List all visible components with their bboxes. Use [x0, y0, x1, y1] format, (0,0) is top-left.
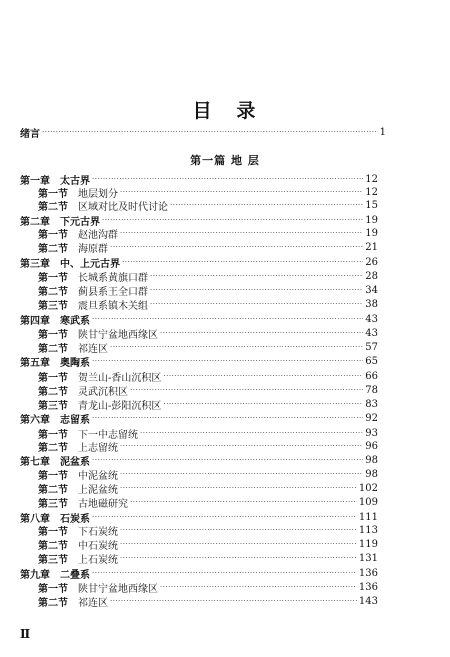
page-number: Ⅱ	[20, 627, 31, 641]
toc-section[interactable]	[38, 537, 378, 551]
section-title: 陕甘宁盆地西缘区	[78, 583, 158, 595]
toc-chapter[interactable]	[20, 411, 378, 425]
chapter-page: 111	[358, 511, 378, 523]
toc-chapter[interactable]	[20, 510, 378, 524]
leader-dots	[92, 569, 357, 577]
section-label: 第一节	[38, 329, 68, 341]
leader-dots	[102, 216, 363, 224]
section-title: 灵武沉积区	[78, 386, 128, 398]
leader-dots	[150, 300, 363, 308]
section-page: 113	[358, 524, 378, 536]
leader-dots	[150, 286, 363, 294]
chapter-label: 第一章	[20, 175, 50, 187]
toc-section[interactable]	[38, 226, 378, 240]
leader-dots	[120, 554, 357, 562]
leader-dots	[110, 597, 357, 605]
section-label: 第三节	[38, 400, 68, 412]
chapter-title: 泥盆系	[60, 456, 90, 468]
chapter-label: 第八章	[20, 513, 50, 525]
section-page: 131	[358, 552, 378, 564]
leader-dots	[130, 386, 363, 394]
leader-dots	[140, 429, 363, 437]
chapter-page: 12	[365, 173, 378, 185]
section-label: 第一节	[38, 188, 68, 200]
section-label: 第一节	[38, 583, 68, 595]
title-char-left: 目	[192, 100, 214, 122]
section-label: 第一节	[38, 272, 68, 284]
leader-dots	[92, 357, 363, 365]
toc-section[interactable]	[38, 481, 378, 495]
toc-section[interactable]	[38, 467, 378, 481]
section-title: 下一中志留统	[78, 429, 138, 441]
leader-dots	[130, 498, 357, 506]
section-title: 祁连区	[78, 343, 108, 355]
leader-dots	[150, 272, 363, 280]
section-page: 38	[365, 298, 378, 310]
section-page: 15	[365, 199, 378, 211]
leader-dots	[92, 414, 363, 422]
toc-chapter[interactable]	[20, 255, 378, 269]
toc-preface[interactable]	[20, 125, 386, 139]
toc-section[interactable]	[38, 369, 378, 383]
section-page: 34	[365, 284, 378, 296]
toc-chapter[interactable]	[20, 453, 378, 467]
section-page: 83	[365, 398, 378, 410]
toc-chapter[interactable]	[20, 354, 378, 368]
section-page: 43	[365, 327, 378, 339]
section-page: 78	[365, 384, 378, 396]
section-title: 赵池沟群	[78, 229, 118, 241]
chapter-label: 第六章	[20, 414, 50, 426]
leader-dots	[110, 243, 363, 251]
leader-dots	[120, 540, 357, 548]
toc-section[interactable]	[38, 495, 378, 509]
leader-dots	[120, 484, 357, 492]
chapter-label: 第七章	[20, 456, 50, 468]
section-label: 第二节	[38, 286, 68, 298]
section-page: 28	[365, 270, 378, 282]
section-title: 震旦系镇木关组	[78, 300, 148, 312]
leader-dots	[92, 315, 363, 323]
section-label: 第一节	[38, 470, 68, 482]
leader-dots	[120, 442, 363, 450]
toc-section[interactable]	[38, 269, 378, 283]
section-label: 第一节	[38, 229, 68, 241]
chapter-label: 第二章	[20, 216, 50, 228]
chapter-title: 中、上元古界	[60, 258, 120, 270]
section-title: 长城系黄旗口群	[78, 272, 148, 284]
section-title: 上石炭统	[78, 554, 118, 566]
section-page: 119	[358, 538, 378, 550]
section-label: 第三节	[38, 554, 68, 566]
toc-chapter[interactable]	[20, 312, 378, 326]
section-title: 地层划分	[78, 188, 118, 200]
page-title	[0, 96, 450, 123]
section-title: 下石炭统	[78, 526, 118, 538]
chapter-page: 65	[365, 355, 378, 367]
section-title: 中泥盆统	[78, 470, 118, 482]
chapter-page: 92	[365, 412, 378, 424]
section-title: 贺兰山-香山沉积区	[78, 372, 162, 384]
section-label: 第二节	[38, 201, 68, 213]
leader-dots	[120, 470, 363, 478]
section-page: 19	[365, 227, 378, 239]
chapter-label: 第五章	[20, 357, 50, 369]
section-label: 第二节	[38, 442, 68, 454]
section-title: 青龙山-彭阳沉积区	[78, 400, 162, 412]
title-char-right: 录	[236, 100, 258, 122]
section-title: 古地磁研究	[78, 498, 128, 510]
chapter-page: 136	[358, 567, 378, 579]
section-title: 海原群	[78, 243, 108, 255]
toc-section[interactable]	[38, 297, 378, 311]
toc-section[interactable]	[38, 439, 378, 453]
chapter-title: 奥陶系	[60, 357, 90, 369]
section-title: 中石炭统	[78, 540, 118, 552]
section-page: 12	[365, 186, 378, 198]
section-page: 98	[365, 468, 378, 480]
section-page: 57	[365, 341, 378, 353]
leader-dots	[110, 343, 363, 351]
section-label: 第二节	[38, 484, 68, 496]
section-label: 第三节	[38, 498, 68, 510]
toc-section[interactable]	[38, 340, 378, 354]
section-title: 区域对比及时代讨论	[78, 201, 168, 213]
chapter-title: 太古界	[60, 175, 90, 187]
leader-dots	[92, 175, 363, 183]
chapter-title: 志留系	[60, 414, 90, 426]
toc-chapter[interactable]	[20, 566, 378, 580]
leader-dots	[120, 188, 363, 196]
toc-section[interactable]	[38, 397, 378, 411]
leader-dots	[122, 258, 363, 266]
leader-dots	[92, 513, 357, 521]
section-title: 上泥盆统	[78, 484, 118, 496]
section-label: 第二节	[38, 386, 68, 398]
part-heading: 第一篇 地 层	[190, 154, 260, 167]
preface-label: 绪言	[20, 128, 40, 140]
chapter-title: 寒武系	[60, 315, 90, 327]
chapter-label: 第四章	[20, 315, 50, 327]
toc-section[interactable]	[38, 240, 378, 254]
section-label: 第二节	[38, 343, 68, 355]
section-page: 21	[365, 241, 378, 253]
section-title: 祁连区	[78, 597, 108, 609]
leader-dots	[163, 372, 363, 380]
chapter-page: 26	[365, 256, 378, 268]
chapter-title: 石炭系	[60, 513, 90, 525]
section-page: 66	[365, 370, 378, 382]
chapter-page: 19	[365, 214, 378, 226]
section-label: 第一节	[38, 429, 68, 441]
chapter-label: 第九章	[20, 569, 50, 581]
section-title: 陕甘宁盆地西缘区	[78, 329, 158, 341]
section-label: 第二节	[38, 540, 68, 552]
toc-section[interactable]	[38, 580, 378, 594]
toc-section[interactable]	[38, 594, 378, 608]
chapter-title: 二叠系	[60, 569, 90, 581]
toc-section[interactable]	[38, 326, 378, 340]
section-page: 96	[365, 440, 378, 452]
section-label: 第三节	[38, 300, 68, 312]
toc-section[interactable]	[38, 383, 378, 397]
section-title: 蓟县系王全口群	[78, 286, 148, 298]
leader-dots	[120, 526, 357, 534]
leader-dots	[42, 128, 378, 136]
toc-section[interactable]	[38, 283, 378, 297]
section-page: 109	[358, 496, 378, 508]
toc-chapter[interactable]	[20, 172, 378, 186]
section-title: 上志留统	[78, 442, 118, 454]
preface-page: 1	[379, 126, 386, 138]
chapter-page: 98	[365, 454, 378, 466]
leader-dots	[163, 400, 363, 408]
section-label: 第一节	[38, 372, 68, 384]
chapter-page: 43	[365, 313, 378, 325]
leader-dots	[120, 229, 363, 237]
toc-section[interactable]	[38, 523, 378, 537]
leader-dots	[160, 329, 363, 337]
toc-section[interactable]	[38, 551, 378, 565]
section-page: 136	[358, 581, 378, 593]
section-label: 第一节	[38, 526, 68, 538]
leader-dots	[170, 201, 363, 209]
section-page: 102	[358, 482, 378, 494]
section-label: 第二节	[38, 597, 68, 609]
section-page: 143	[358, 595, 378, 607]
toc-section[interactable]	[38, 198, 378, 212]
leader-dots	[160, 583, 357, 591]
leader-dots	[92, 456, 363, 464]
section-label: 第二节	[38, 243, 68, 255]
chapter-title: 下元古界	[60, 216, 100, 228]
section-page: 93	[365, 427, 378, 439]
chapter-label: 第三章	[20, 258, 50, 270]
toc-chapter[interactable]	[20, 213, 378, 227]
